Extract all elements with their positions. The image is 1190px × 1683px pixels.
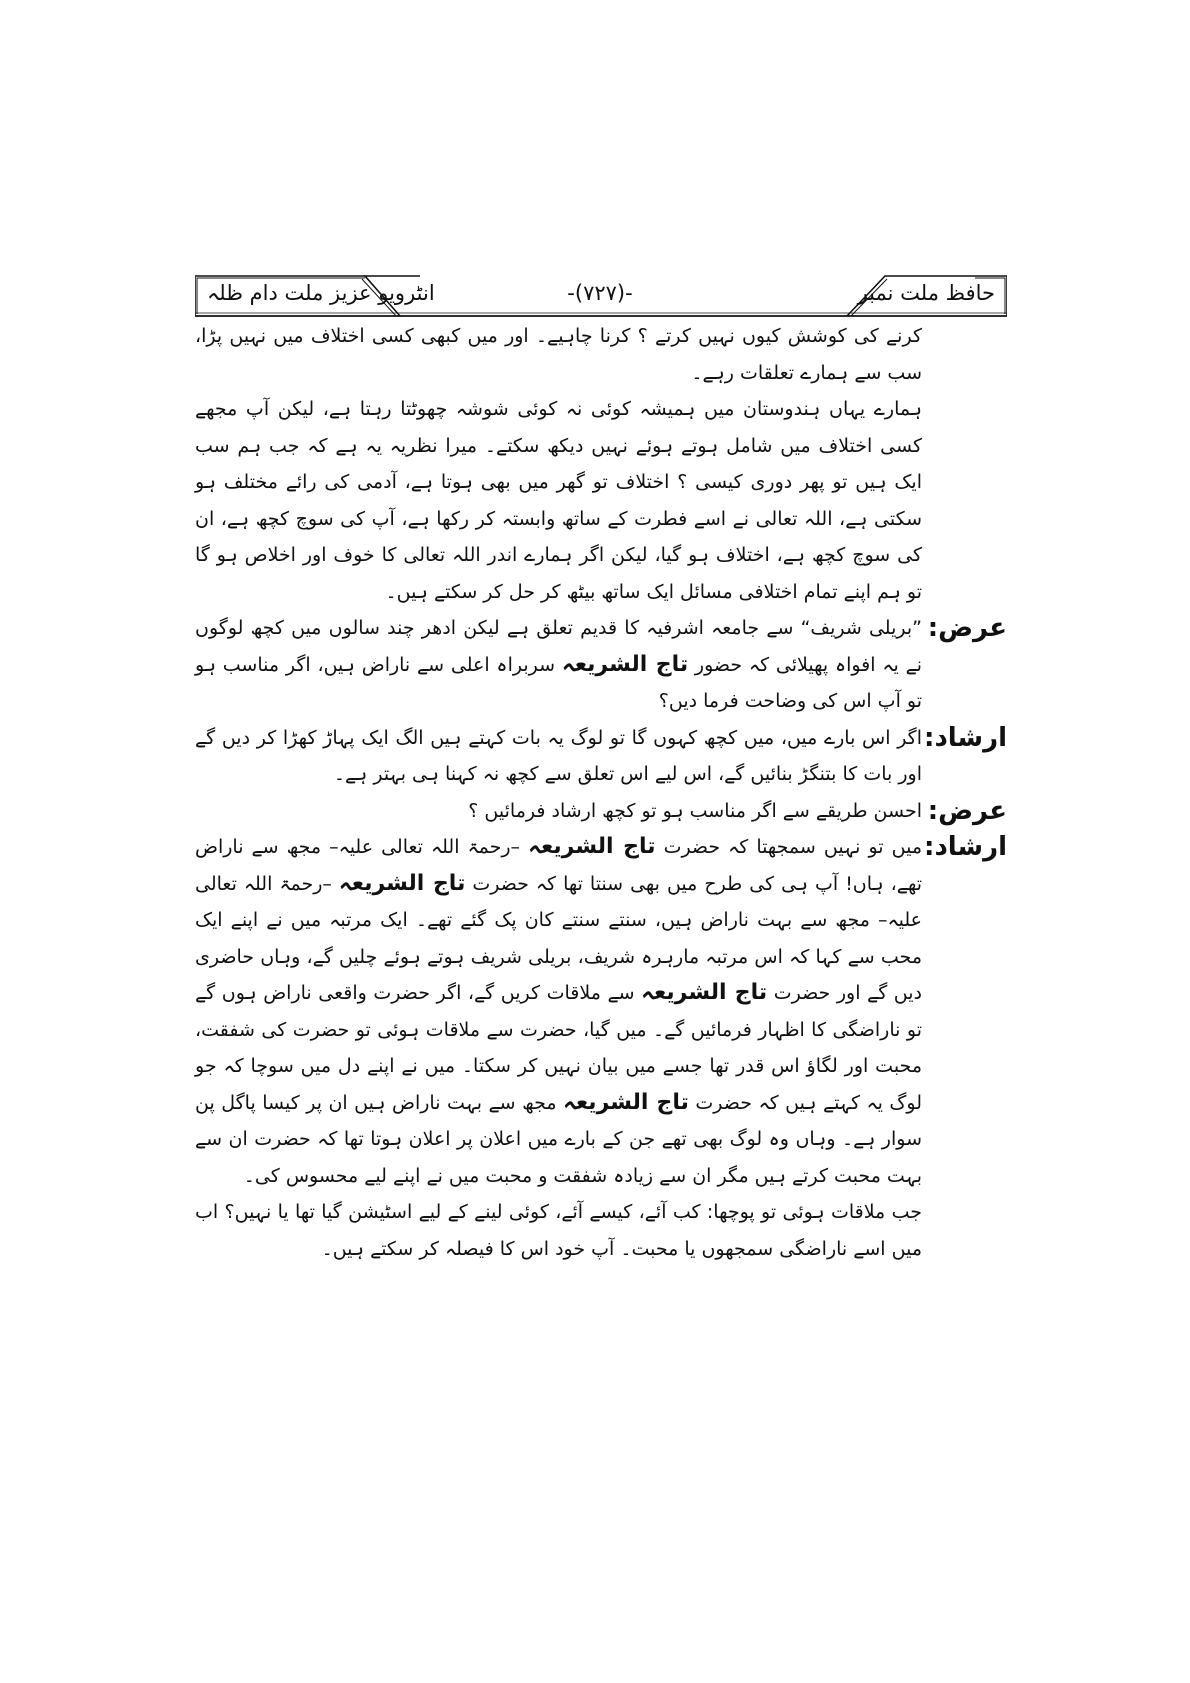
answer-1 [195,720,1007,793]
text-run: –رحمۃ اللہ تعالی علیہ– مجھ سے بہت ناراض ہیں، سنتے سنتے کان پک گئے تھے۔ ایک مرتبہ میں نے اپنے ایک محب سے کہا کہ اس مرتبہ مارہرہ شریف، بریلی شریف ہوتے ہوئے چلیں گے، وہاں حاضری دیں گے اور حضرت [195,872,923,1004]
page-header [195,272,1007,318]
paragraph: ہمارے یہاں ہندوستان میں ہمیشہ کوئی نہ کوئی شوشہ چھوٹتا رہتا ہے، لیکن آپ مجھے کسی اختلاف میں شامل ہوتے ہوئے نہیں دیکھ سکتے۔ میرا نظریہ یہ ہے کہ جب ہم سب ایک ہیں تو پھر دوری کیسی ؟ اختلاف تو گھر میں بھی ہوتا ہے، آدمی کی رائے مختلف ہو سکتی ہے، اللہ تعالی نے اسے فطرت کے ساتھ وابستہ کر رکھا ہے، آپ کی سوچ کچھ ہے، ان کی سوچ کچھ ہے، اختلاف ہو گیا، لیکن اگر ہمارے اندر اللہ تعالی کا خوف اور اخلاص ہو گا تو ہم اپنے تمام اختلافی مسائل ایک ساتھ بیٹھ کر حل کر سکتے ہیں۔ [195,398,922,603]
question-text [195,610,922,720]
page-number: -(۷۲۷)- [567,281,633,305]
text-run: –رحمۃ اللہ تعالی علیہ– مجھ سے ناراض تھے، ہاں! آپ ہی کی طرح میں بھی سنتا تھا کہ حضرت [195,836,922,895]
article-body [195,318,1007,1267]
irshad-label: ارشاد: [924,722,1007,753]
text-run: سے ملاقات کریں گے، اگر حضرت واقعی ناراض ہوں گے تو ناراضگی کا اظہار فرمائیں گے۔ میں گیا، حضرت سے ملاقات ہوئی تو حضرت کی شفقت، محبت اور لگاؤ اس قدر تھا جسے میں بیان نہیں کر سکتا۔ میں نے اپنے دل میں سوچا کہ جو لوگ یہ کہتے ہیں کہ حضرت [195,982,922,1114]
header-section-title: انٹرویو عزیز ملت دام ظلہ [207,281,435,305]
answer-text: اگر اس بارے میں، میں کچھ کہوں گا تو لوگ یہ بات کہتے ہیں الگ ایک پہاڑ کھڑا کر دیں گے اور بات کا بتنگڑ بنائیں گے، اس لیے اس تعلق سے کچھ نہ کہنا ہی بہتر ہے۔ [195,726,922,785]
opening-block [195,318,922,610]
arz-label: عرض: [927,795,1007,826]
closing-block [195,1194,922,1267]
question-2 [195,793,1007,830]
arz-label: عرض: [927,613,1007,643]
keyword: تاج الشریعہ [561,651,689,677]
text-run: میں تو نہیں سمجھتا کہ حضرت [663,836,922,858]
answer-2 [195,829,1007,1194]
paragraph: جب ملاقات ہوئی تو پوچھا: کب آئے، کیسے آئے، کوئی لینے کے لیے اسٹیشن گیا تھا یا نہیں؟ اب میں اسے ناراضگی سمجھوں یا محبت۔ آپ خود اس کا فیصلہ کر سکتے ہیں۔ [195,1201,922,1260]
header-journal-title: حافظ ملت نمبر [857,281,995,305]
keyword: تاج الشریعہ [528,834,656,859]
keyword: تاج الشریعہ [563,1089,689,1115]
irshad-label: ارشاد: [924,832,1007,862]
paragraph: کرنے کی کوشش کیوں نہیں کرتے ؟ کرنا چاہیے۔ اور میں کبھی کسی اختلاف میں نہیں پڑا، سب سے ہمارے تعلقات رہے۔ [195,325,922,384]
question-text: احسن طریقے سے اگر مناسب ہو تو کچھ ارشاد فرمائیں ؟ [468,799,922,822]
text-run: سربراہ اعلی سے ناراض ہیں، اگر مناسب ہو تو آپ اس کی وضاحت فرما دیں؟ [195,653,922,712]
answer-text [195,829,922,1194]
text-run: مجھ سے بہت ناراض ہیں ان پر کیسا پاگل پن سوار ہے۔ وہاں وہ لوگ بھی تھے جن کے بارے میں اعلان پر اعلان ہوتا تھا کہ حضرت ان سے بہت محبت کرتے ہیں مگر ان سے زیادہ شفقت و محبت میں نے اپنے لیے محسوس کی۔ [195,1091,922,1187]
keyword: تاج الشریعہ [641,980,768,1005]
question-1 [195,610,1007,720]
keyword: تاج الشریعہ [338,870,466,896]
text-run: ”بریلی شریف“ سے جامعہ اشرفیہ کا قدیم تعلق ہے لیکن ادھر چند سالوں میں کچھ لوگوں نے یہ افواہ پھیلائی کہ حضور [195,617,922,676]
